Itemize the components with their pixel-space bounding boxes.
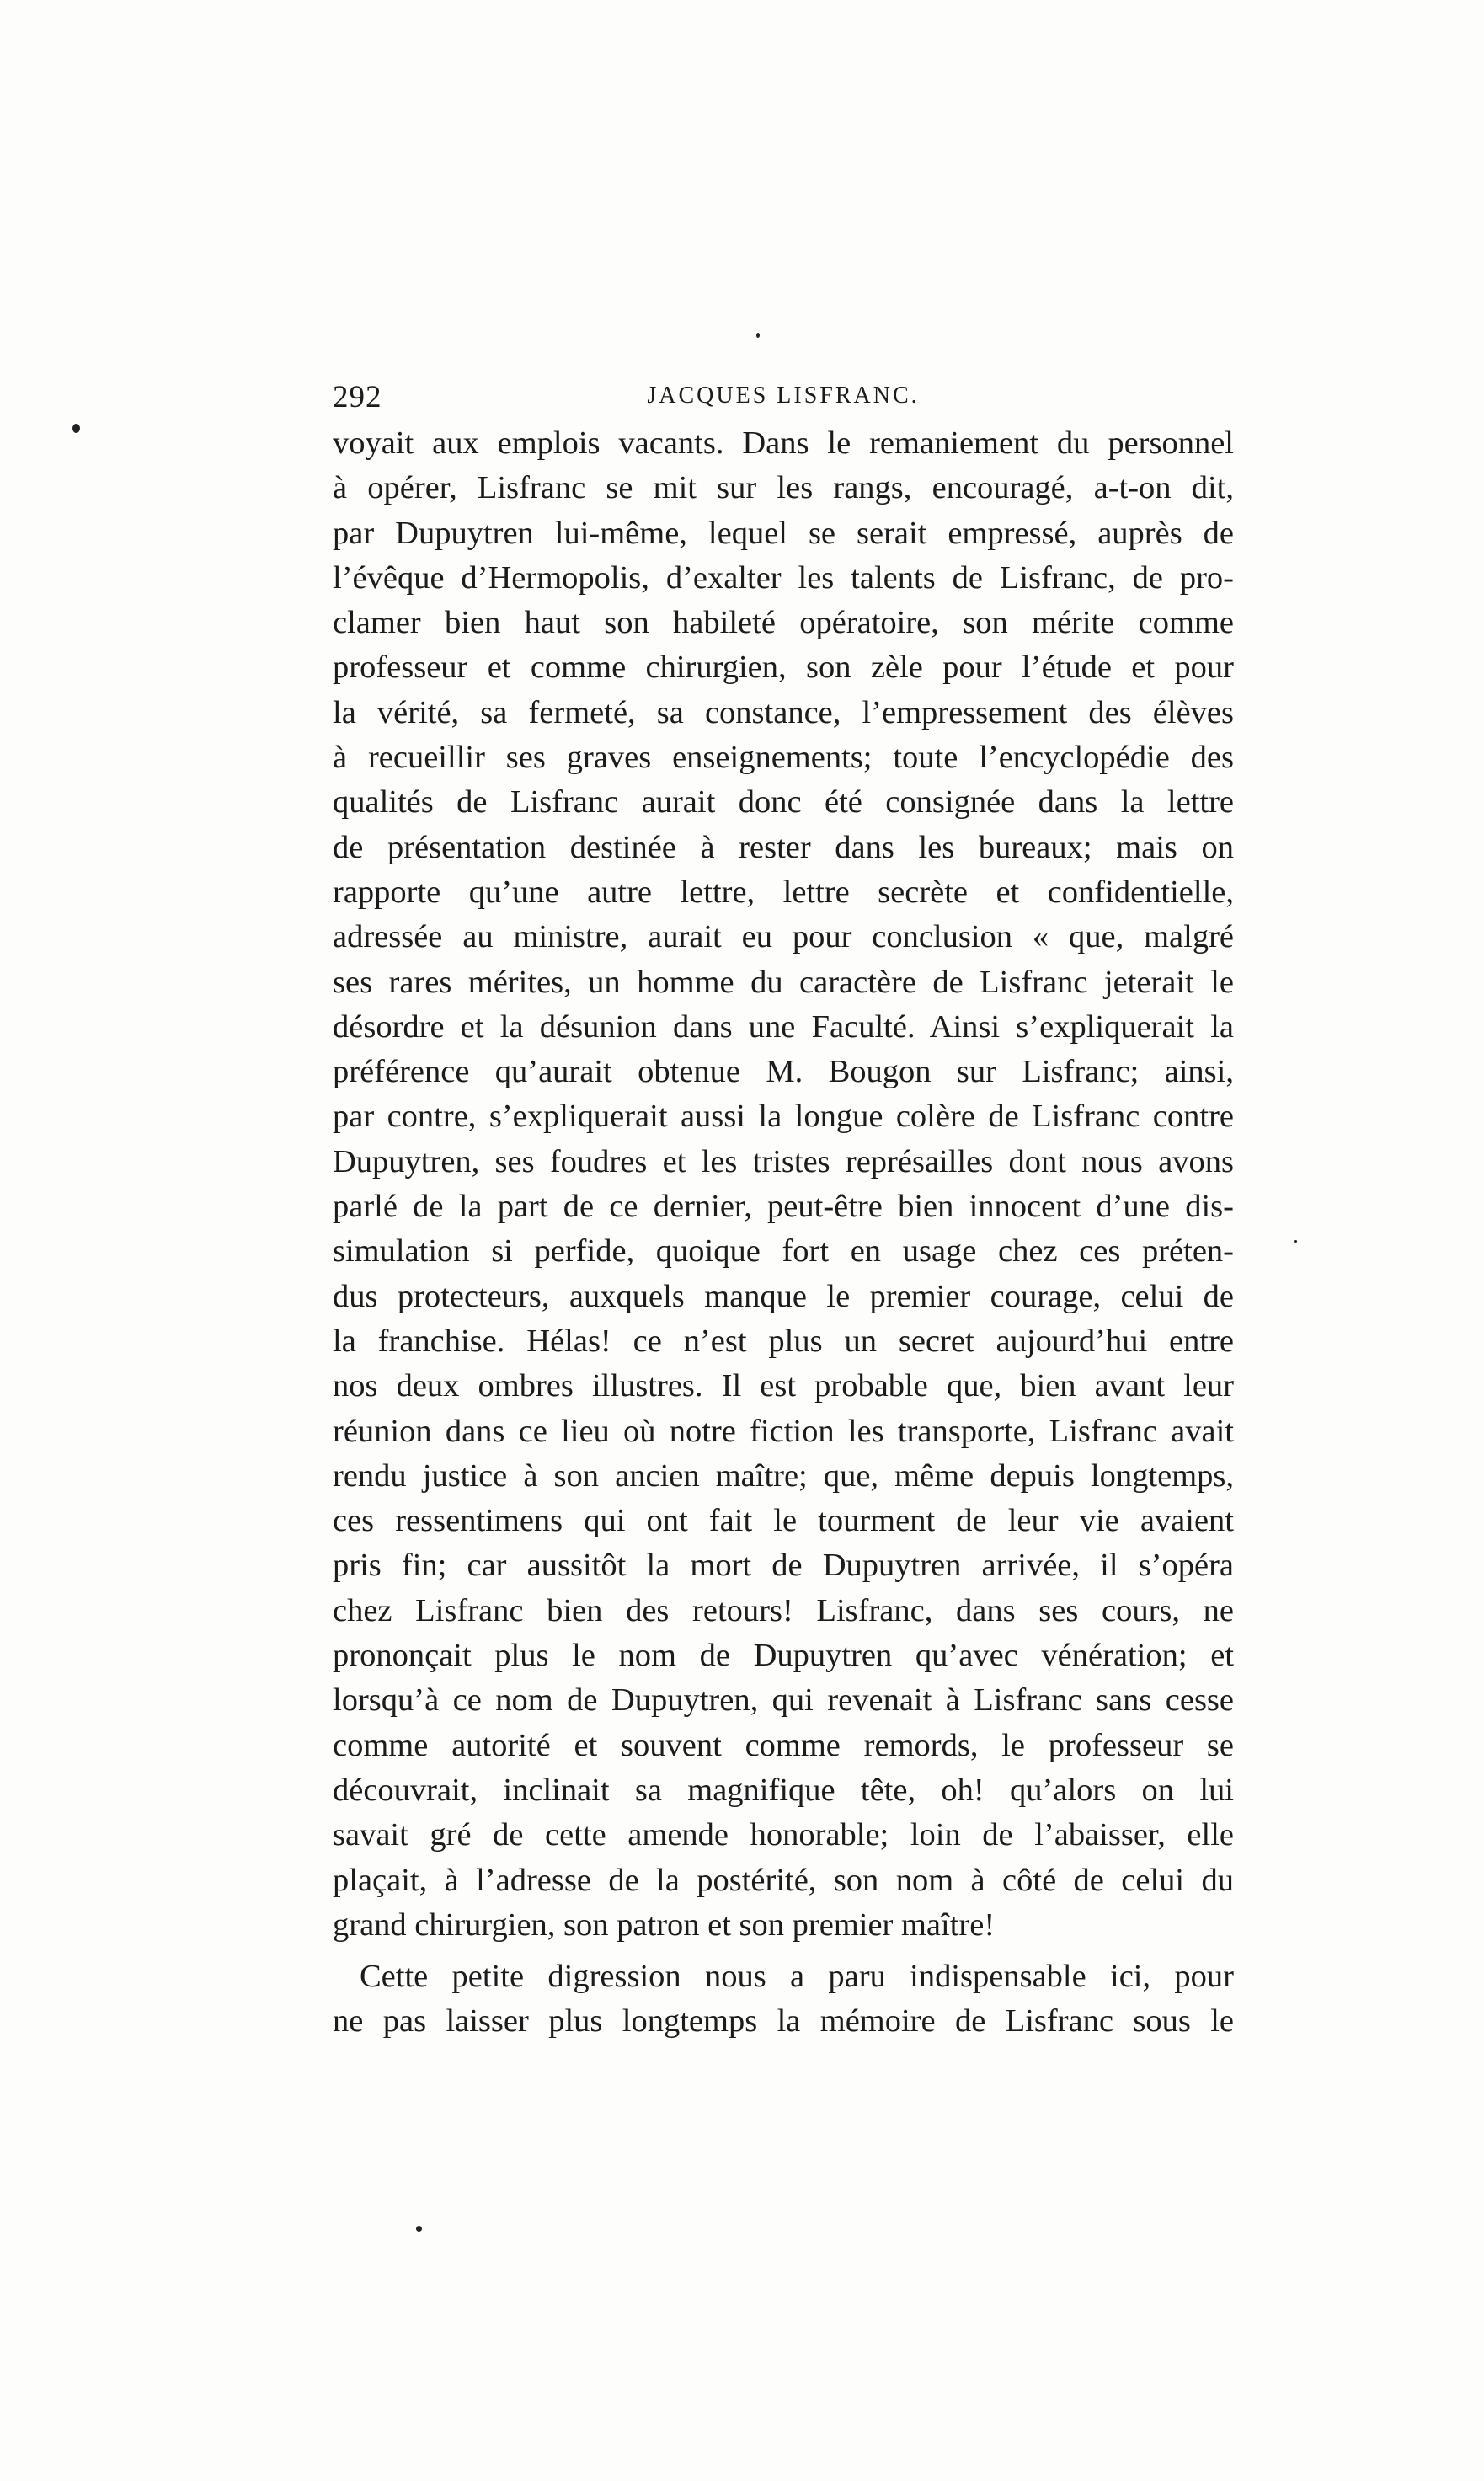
text-line: professeur et comme chirurgien, son zèle pour l’étude et pour	[333, 650, 1234, 686]
text-line: adressée au ministre, aurait eu pour conclusion « que, malgré	[333, 919, 1234, 955]
text-line: Dupuytren, ses foudres et les tristes représailles dont nous avons	[333, 1143, 1234, 1179]
text-line: voyait aux emplois vacants. Dans le remaniement du personnel	[333, 425, 1234, 461]
text-line: à recueillir ses graves enseignements; toute l’encyclopédie des	[333, 740, 1234, 776]
text-line: ses rares mérites, un homme du caractère de Lisfranc jeterait le	[333, 964, 1234, 1000]
text-line: simulation si perfide, quoique fort en usage chez ces préten-	[333, 1233, 1234, 1270]
text-line: dus protecteurs, auxquels manque le premier courage, celui de	[333, 1278, 1234, 1314]
text-line: ne pas laisser plus longtemps la mémoire de Lisfranc sous le	[333, 2003, 1234, 2040]
running-head: JACQUES LISFRANC.	[647, 382, 920, 409]
text-line: pris fin; car aussitôt la mort de Dupuytren arrivée, il s’opéra	[333, 1548, 1234, 1584]
text-line: qualités de Lisfranc aurait donc été consignée dans la lettre	[333, 784, 1234, 821]
text-line: clamer bien haut son habileté opératoire, son mérite comme	[333, 605, 1234, 641]
text-line: par contre, s’expliquerait aussi la longue colère de Lisfranc contre	[333, 1099, 1234, 1135]
text-line: réunion dans ce lieu où notre fiction les transporte, Lisfranc avait	[333, 1413, 1234, 1449]
text-line: découvrait, inclinait sa magnifique tête, oh! qu’alors on lui	[333, 1772, 1234, 1808]
text-line: ces ressentimens qui ont fait le tourment de leur vie avaient	[333, 1503, 1234, 1539]
text-line: chez Lisfranc bien des retours! Lisfranc, dans ses cours, ne	[333, 1592, 1234, 1628]
text-line: rendu justice à son ancien maître; que, même depuis longtemps,	[333, 1457, 1234, 1494]
text-line: savait gré de cette amende honorable; loin de l’abaisser, elle	[333, 1817, 1234, 1853]
text-line: grand chirurgien, son patron et son premier maître!	[333, 1906, 996, 1943]
text-line: désordre et la désunion dans une Faculté. Ainsi s’expliquerait la	[333, 1008, 1234, 1045]
page-number: 292	[333, 380, 382, 414]
scan-speck	[1294, 1240, 1297, 1243]
scan-speck	[416, 2226, 422, 2232]
body-text	[333, 421, 1234, 2045]
text-line: préférence qu’aurait obtenue M. Bougon sur Lisfranc; ainsi,	[333, 1054, 1234, 1090]
text-line: la vérité, sa fermeté, sa constance, l’empressement des élèves	[333, 694, 1234, 730]
text-line: lorsqu’à ce nom de Dupuytren, qui revenait à Lisfranc sans cesse	[333, 1682, 1234, 1719]
text-line: comme autorité et souvent comme remords, le professeur se	[333, 1727, 1234, 1763]
scan-speck	[756, 333, 760, 338]
text-line: la franchise. Hélas! ce n’est plus un secret aujourd’hui entre	[333, 1323, 1234, 1359]
page-header	[333, 379, 1234, 420]
text-line: prononçait plus le nom de Dupuytren qu’avec vénération; et	[333, 1638, 1234, 1674]
text-line: nos deux ombres illustres. Il est probable que, bien avant leur	[333, 1368, 1234, 1404]
text-line: par Dupuytren lui-même, lequel se serait empressé, auprès de	[333, 515, 1234, 551]
text-line: l’évêque d’Hermopolis, d’exalter les talents de Lisfranc, de pro-	[333, 559, 1234, 596]
text-line: plaçait, à l’adresse de la postérité, son nom à côté de celui du	[333, 1862, 1234, 1898]
scan-speck	[72, 424, 80, 433]
text-line: Cette petite digression nous a paru indispensable ici, pour	[360, 1959, 1234, 1995]
text-line: rapporte qu’une autre lettre, lettre secrète et confidentielle,	[333, 874, 1234, 910]
text-line: à opérer, Lisfranc se mit sur les rangs, encouragé, a-t-on dit,	[333, 470, 1234, 506]
text-line: parlé de la part de ce dernier, peut-être bien innocent d’une dis-	[333, 1189, 1234, 1225]
text-line: de présentation destinée à rester dans les bureaux; mais on	[333, 829, 1234, 865]
